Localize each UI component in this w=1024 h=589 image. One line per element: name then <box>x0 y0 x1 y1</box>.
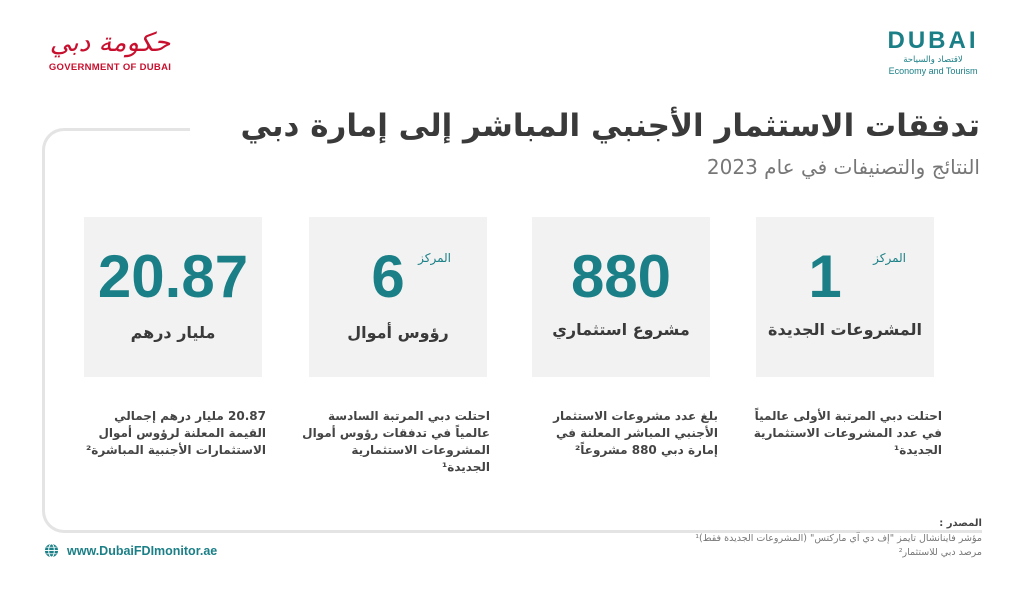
card-description: احتلت دبي المرتبة السادسة عالمياً في تدفقات رؤوس أموال المشروعات الاستثمارية الجديدة¹ <box>302 409 490 474</box>
dubai-logo-english: Economy and Tourism <box>888 66 978 76</box>
dubai-logo-arabic: لاقتصاد والسياحة <box>903 55 963 65</box>
source-line-2: مرصد دبي للاستثمار² <box>898 547 982 558</box>
website-link[interactable] <box>44 543 217 558</box>
source-title: المصدر : <box>939 518 982 529</box>
card-value: 880 <box>570 243 672 310</box>
stat-card-projects-count <box>532 217 710 377</box>
source-line-1: مؤشر فاينانشال تايمز "إف دي آي ماركتس" (المشروعات الجديدة فقط)¹ <box>695 533 982 544</box>
card-label: مشروع استثماري <box>552 320 690 339</box>
card-rank-label: المركز <box>418 251 451 265</box>
stat-card-new-projects <box>756 217 934 377</box>
page-title: تدفقات الاستثمار الأجنبي المباشر إلى إمارة دبي <box>240 108 980 144</box>
card-label: المشروعات الجديدة <box>768 320 922 339</box>
card-value: 6 <box>371 243 405 310</box>
card-rank-label: المركز <box>873 251 906 265</box>
website-url[interactable]: www.DubaiFDImonitor.ae <box>67 543 218 558</box>
stat-card-capital-rank <box>309 217 487 377</box>
card-description: 20.87 مليار درهم إجمالي القيمة المعلنة لرؤوس أموال الاستثمارات الأجنبية المباشرة² <box>86 409 266 457</box>
page-subtitle: النتائج والتصنيفات في عام 2023 <box>706 155 980 179</box>
card-label: رؤوس أموال <box>347 323 449 342</box>
government-of-dubai-logo <box>40 26 180 86</box>
card-description: بلغ عدد مشروعات الاستثمار الأجنبي المباشر المعلنة في إمارة دبي 880 مشروعاً² <box>553 409 718 457</box>
card-label: مليار درهم <box>130 323 216 342</box>
card-description: احتلت دبي المرتبة الأولى عالمياً في عدد المشروعات الاستثمارية الجديدة¹ <box>753 409 942 457</box>
stat-card-capital-value <box>84 217 262 377</box>
gov-logo-arabic: حكومة دبي <box>49 28 171 58</box>
globe-icon <box>44 543 59 558</box>
gov-logo-english: GOVERNMENT OF DUBAI <box>48 62 172 73</box>
dubai-economy-tourism-logo <box>878 28 988 88</box>
dubai-logo-word: DUBAI <box>887 27 979 54</box>
card-value: 20.87 <box>97 243 249 310</box>
card-value: 1 <box>808 243 842 310</box>
